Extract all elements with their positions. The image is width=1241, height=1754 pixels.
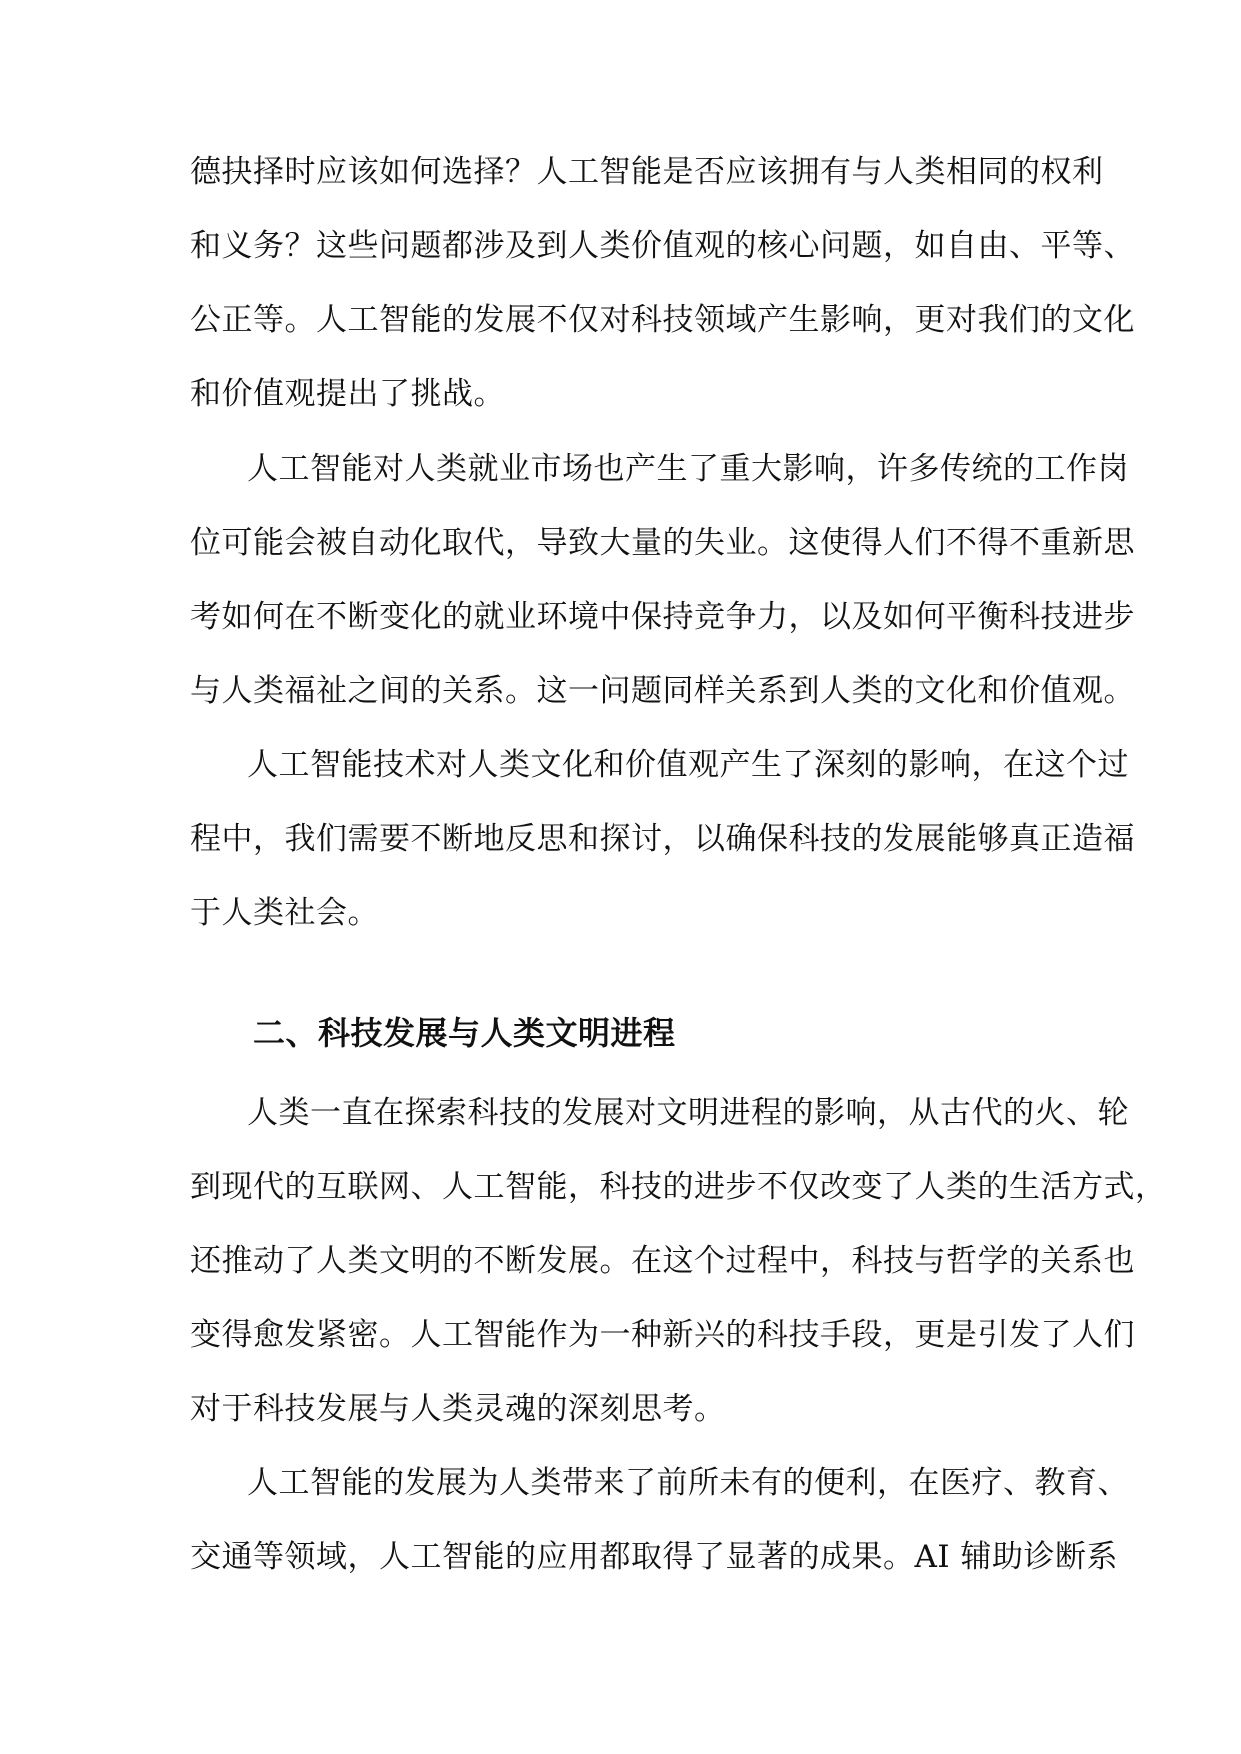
text-line: 和义务？这些问题都涉及到人类价值观的核心问题，如自由、平等、 (190, 228, 1135, 264)
text-line: 德抉择时应该如何选择？人工智能是否应该拥有与人类相同的权利 (190, 154, 1104, 190)
text-line: 公正等。人工智能的发展不仅对科技领域产生影响，更对我们的文化 (190, 302, 1135, 338)
text-line: 对于科技发展与人类灵魂的深刻思考。 (190, 1391, 726, 1427)
text-line: 人工智能对人类就业市场也产生了重大影响，许多传统的工作岗 (247, 451, 1129, 487)
text-line: 交通等领域，人工智能的应用都取得了显著的成果。AI 辅助诊断系 (190, 1539, 1118, 1575)
text-line: 变得愈发紧密。人工智能作为一种新兴的科技手段，更是引发了人们 (190, 1317, 1135, 1353)
text-line: 于人类社会。 (190, 895, 379, 931)
text-line: 人工智能的发展为人类带来了前所未有的便利，在医疗、教育、 (247, 1465, 1129, 1501)
section-heading: 二、科技发展与人类文明进程 (253, 1014, 676, 1052)
text-line: 人类一直在探索科技的发展对文明进程的影响，从古代的火、轮 (247, 1095, 1129, 1131)
text-line: 考如何在不断变化的就业环境中保持竞争力，以及如何平衡科技进步 (190, 599, 1135, 635)
text-line: 还推动了人类文明的不断发展。在这个过程中，科技与哲学的关系也 (190, 1243, 1135, 1279)
text-line: 到现代的互联网、人工智能，科技的进步不仅改变了人类的生活方式， (190, 1169, 1167, 1205)
text-line: 和价值观提出了挑战。 (190, 376, 505, 412)
text-line: 与人类福祉之间的关系。这一问题同样关系到人类的文化和价值观。 (190, 673, 1135, 709)
text-line: 位可能会被自动化取代，导致大量的失业。这使得人们不得不重新思 (190, 525, 1135, 561)
text-line: 程中，我们需要不断地反思和探讨，以确保科技的发展能够真正造福 (190, 821, 1135, 857)
text-line: 人工智能技术对人类文化和价值观产生了深刻的影响，在这个过 (247, 747, 1129, 783)
